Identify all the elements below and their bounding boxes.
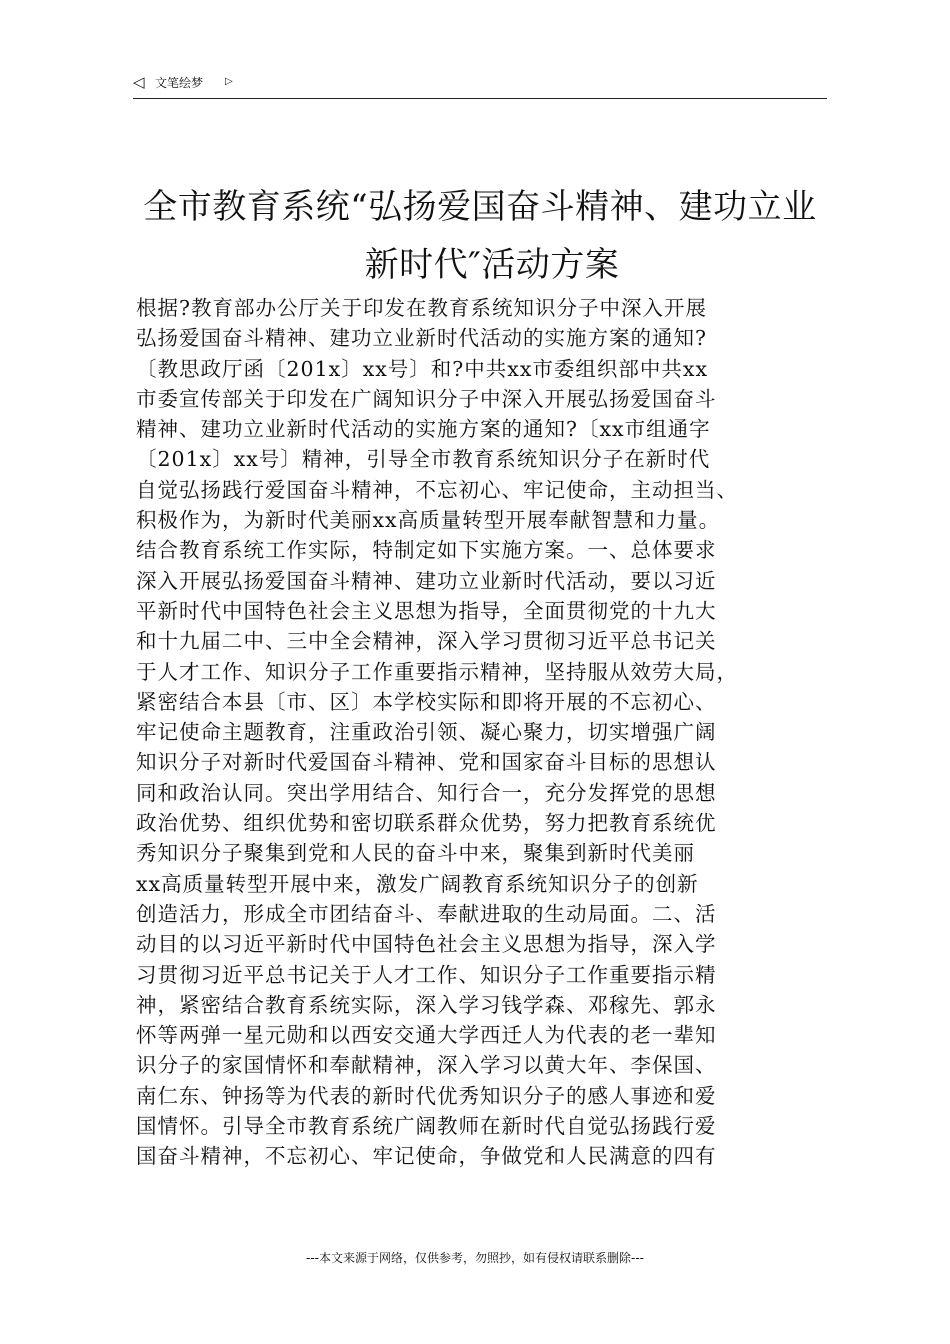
body-text-line: 结合教育系统工作实际，特制定如下实施方案。一、总体要求: [136, 538, 717, 563]
body-text-line: 识分子的家国情怀和奉献精神，深入学习以黄大年、李保国、: [136, 1053, 717, 1078]
body-text-line: 根据?教育部办公厅关于印发在教育系统知识分子中深入开展: [136, 296, 707, 320]
body-text-line: 知识分子对新时代爱国奋斗精神、党和国家奋斗目标的思想认: [136, 750, 717, 775]
page-footer-disclaimer: ---本文来源于网络，仅供参考，勿照抄，如有侵权请联系删除---: [306, 1251, 644, 1265]
header-brand-text: 文笔绘梦: [155, 76, 204, 90]
body-text-line: 创造活力，形成全市团结奋斗、奉献进取的生动局面。二、活: [136, 901, 717, 926]
body-text-line: xx高质量转型开展中来，激发广阔教育系统知识分子的创新: [136, 871, 699, 896]
body-text-line: 〔201x〕xx号〕精神，引导全市教育系统知识分子在新时代: [136, 447, 711, 472]
body-text-line: 积极作为，为新时代美丽xx高质量转型开展奉献智慧和力量。: [136, 508, 721, 533]
body-text-line: 秀知识分子聚集到党和人民的奋斗中来，聚集到新时代美丽: [136, 841, 695, 866]
body-text-line: 同和政治认同。突出学用结合、知行合一，充分发挥党的思想: [136, 780, 717, 805]
body-text-line: 弘扬爱国奋斗精神、建功立业新时代活动的实施方案的通知?: [136, 326, 707, 351]
document-title-line-1: 全市教育系统“弘扬爱国奋斗精神、建功立业: [143, 187, 817, 227]
page-header: [133, 72, 827, 99]
body-text-line: 平新时代中国特色社会主义思想为指导，全面贯彻党的十九大: [136, 598, 717, 623]
body-text-line: 自觉弘扬践行爱国奋斗精神，不忘初心、牢记使命，主动担当、: [136, 477, 738, 502]
body-text-line: 神，紧密结合教育系统实际，深入学习钱学森、邓稼先、郭永: [136, 992, 717, 1017]
left-triangle-icon: ◁: [133, 73, 145, 91]
body-text-line: 习贯彻习近平总书记关于人才工作、知识分子工作重要指示精: [136, 962, 717, 987]
body-text-line: 南仁东、钟扬等为代表的新时代优秀知识分子的感人事迹和爱: [136, 1083, 717, 1108]
body-text-line: 政治优势、组织优势和密切联系群众优势，努力把教育系统优: [136, 811, 717, 836]
body-text-line: 于人才工作、知识分子工作重要指示精神，坚持服从效劳大局，: [136, 659, 738, 684]
body-text-line: 动目的以习近平新时代中国特色社会主义思想为指导，深入学: [136, 932, 717, 957]
body-text-line: 紧密结合本县〔市、区〕本学校实际和即将开展的不忘初心、: [136, 689, 717, 714]
body-text-line: 牢记使命主题教育，注重政治引领、凝心聚力，切实增强广阔: [136, 720, 717, 745]
document-title-line-2: 新时代″活动方案: [364, 245, 620, 285]
body-text-line: 怀等两弹一星元勋和以西安交通大学西迁人为代表的老一辈知: [136, 1023, 717, 1048]
body-text-line: 国情怀。引导全市教育系统广阔教师在新时代自觉弘扬践行爱: [136, 1114, 717, 1139]
right-triangle-icon: ▷: [225, 76, 233, 87]
body-text-line: 国奋斗精神，不忘初心、牢记使命，争做党和人民满意的四有: [136, 1144, 717, 1169]
body-text-line: 〔教思政厅函〔201x〕xx号〕和?中共xx市委组织部中共xx: [136, 356, 709, 381]
body-text-line: 精神、建功立业新时代活动的实施方案的通知?〔xx市组通字: [136, 417, 711, 442]
body-text-line: 深入开展弘扬爱国奋斗精神、建功立业新时代活动，要以习近: [136, 568, 717, 593]
document-body: [136, 293, 836, 1172]
body-text-line: 和十九届二中、三中全会精神，深入学习贯彻习近平总书记关: [136, 629, 717, 654]
body-text-line: 市委宣传部关于印发在广阔知识分子中深入开展弘扬爱国奋斗: [136, 386, 717, 411]
